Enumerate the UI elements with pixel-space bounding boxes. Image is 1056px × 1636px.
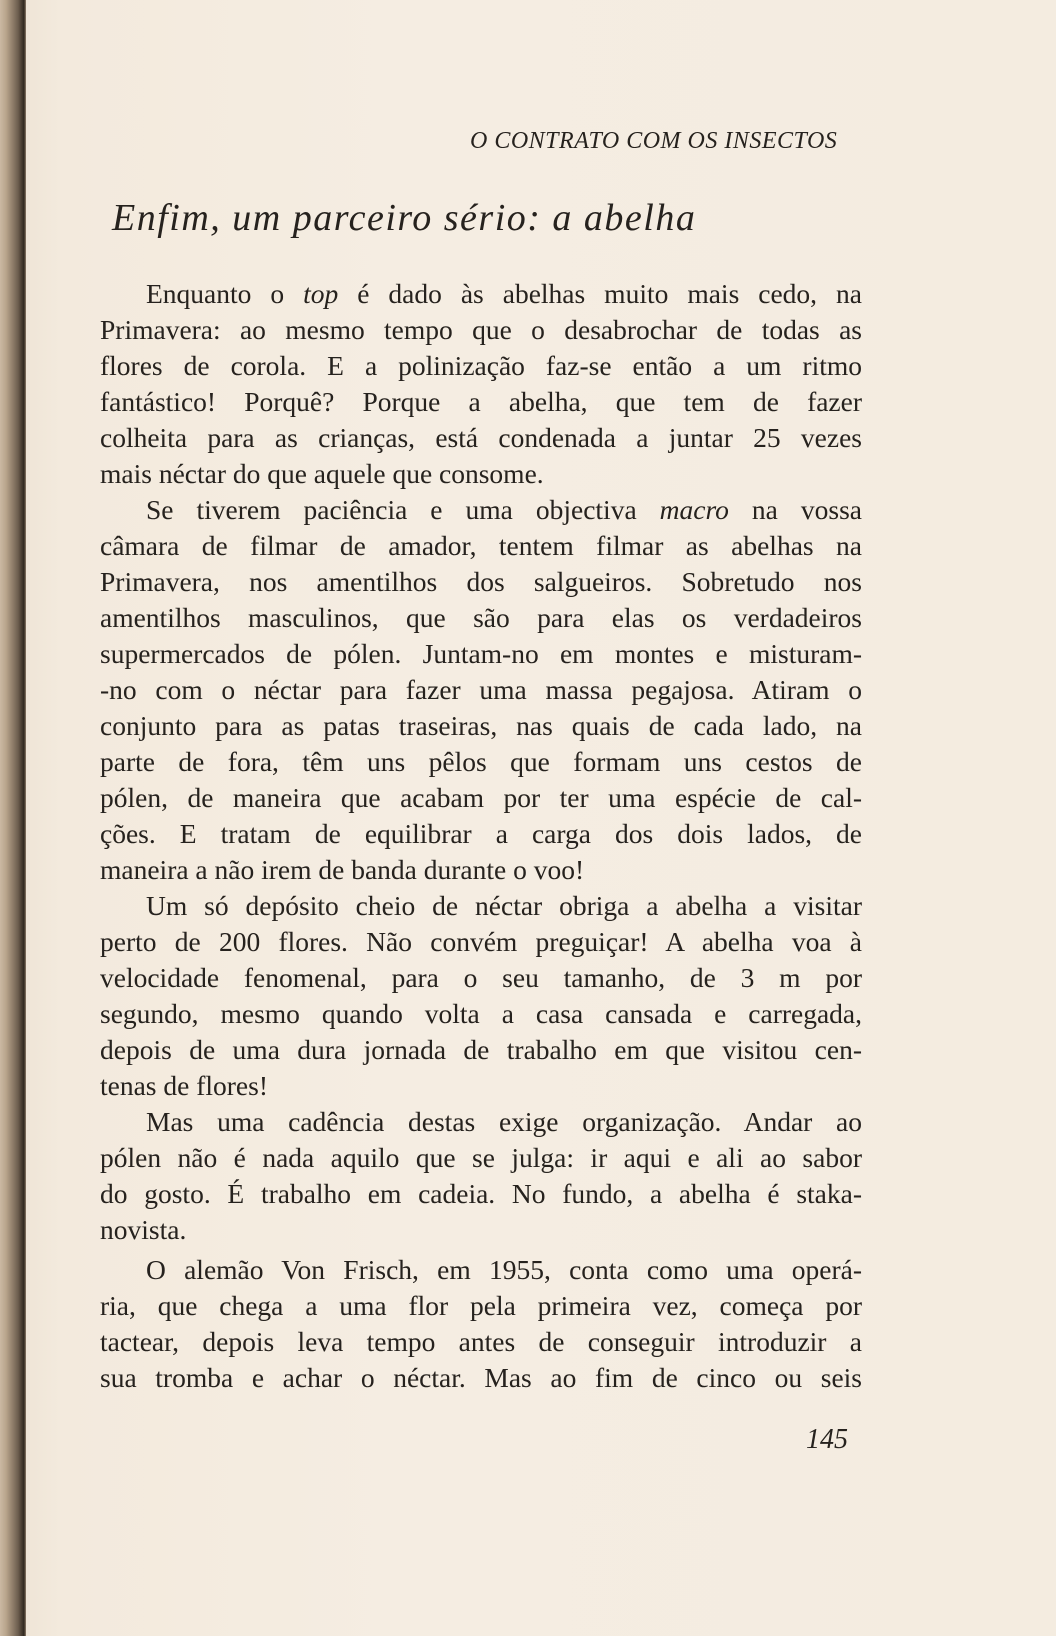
text-line: Enquanto o top é dado às abelhas muito mais cedo, na bbox=[146, 278, 862, 309]
text-line: Primavera: ao mesmo tempo que o desabrochar de todas as bbox=[100, 314, 862, 345]
text-line: O alemão Von Frisch, em 1955, conta como uma operá- bbox=[146, 1254, 862, 1285]
text-line: Um só depósito cheio de néctar obriga a abelha a visitar bbox=[146, 890, 862, 921]
text-line: câmara de filmar de amador, tentem filmar as abelhas na bbox=[100, 530, 862, 561]
text-line: Se tiverem paciência e uma objectiva macro na vossa bbox=[146, 494, 862, 525]
text-line: pólen não é nada aquilo que se julga: ir aqui e ali ao sabor bbox=[100, 1142, 862, 1173]
text-line: ria, que chega a uma flor pela primeira vez, começa por bbox=[100, 1290, 862, 1321]
text-line: velocidade fenomenal, para o seu tamanho, de 3 m por bbox=[100, 962, 862, 993]
text-line: Mas uma cadência destas exige organização. Andar ao bbox=[146, 1106, 862, 1137]
body-text bbox=[100, 276, 862, 1396]
text-line: sua tromba e achar o néctar. Mas ao fim de cinco ou seis bbox=[100, 1362, 862, 1393]
text-line: flores de corola. E a polinização faz-se então a um ritmo bbox=[100, 350, 862, 381]
page-number: 145 bbox=[806, 1424, 848, 1455]
text-line: -no com o néctar para fazer uma massa pegajosa. Atiram o bbox=[100, 674, 862, 705]
text-line: maneira a não irem de banda durante o voo! bbox=[100, 854, 585, 885]
text-line: conjunto para as patas traseiras, nas quais de cada lado, na bbox=[100, 710, 862, 741]
text-line: amentilhos masculinos, que são para elas os verdadeiros bbox=[100, 602, 862, 633]
text-line: mais néctar do que aquele que consome. bbox=[100, 458, 544, 489]
chapter-title: Enfim, um parceiro sério: a abelha bbox=[112, 197, 697, 239]
text-line: do gosto. É trabalho em cadeia. No fundo, a abelha é staka- bbox=[100, 1178, 862, 1209]
text-line: pólen, de maneira que acabam por ter uma espécie de cal- bbox=[100, 782, 862, 813]
text-line: novista. bbox=[100, 1214, 187, 1245]
text-line: tenas de flores! bbox=[100, 1070, 268, 1101]
text-line: ções. E tratam de equilibrar a carga dos dois lados, de bbox=[100, 818, 862, 849]
book-binding-shadow bbox=[0, 0, 26, 1636]
text-line: depois de uma dura jornada de trabalho em que visitou cen- bbox=[100, 1034, 862, 1065]
text-line: colheita para as crianças, está condenada a juntar 25 vezes bbox=[100, 422, 862, 453]
text-line: parte de fora, têm uns pêlos que formam uns cestos de bbox=[100, 746, 862, 777]
text-line: fantástico! Porquê? Porque a abelha, que tem de fazer bbox=[100, 386, 862, 417]
text-line: segundo, mesmo quando volta a casa cansada e carregada, bbox=[100, 998, 862, 1029]
text-line: perto de 200 flores. Não convém preguiçar! A abelha voa à bbox=[100, 926, 862, 957]
text-line: supermercados de pólen. Juntam-no em montes e misturam- bbox=[100, 638, 862, 669]
running-head: O CONTRATO COM OS INSECTOS bbox=[470, 128, 838, 154]
text-line: tactear, depois leva tempo antes de conseguir introduzir a bbox=[100, 1326, 862, 1357]
text-line: Primavera, nos amentilhos dos salgueiros. Sobretudo nos bbox=[100, 566, 862, 597]
